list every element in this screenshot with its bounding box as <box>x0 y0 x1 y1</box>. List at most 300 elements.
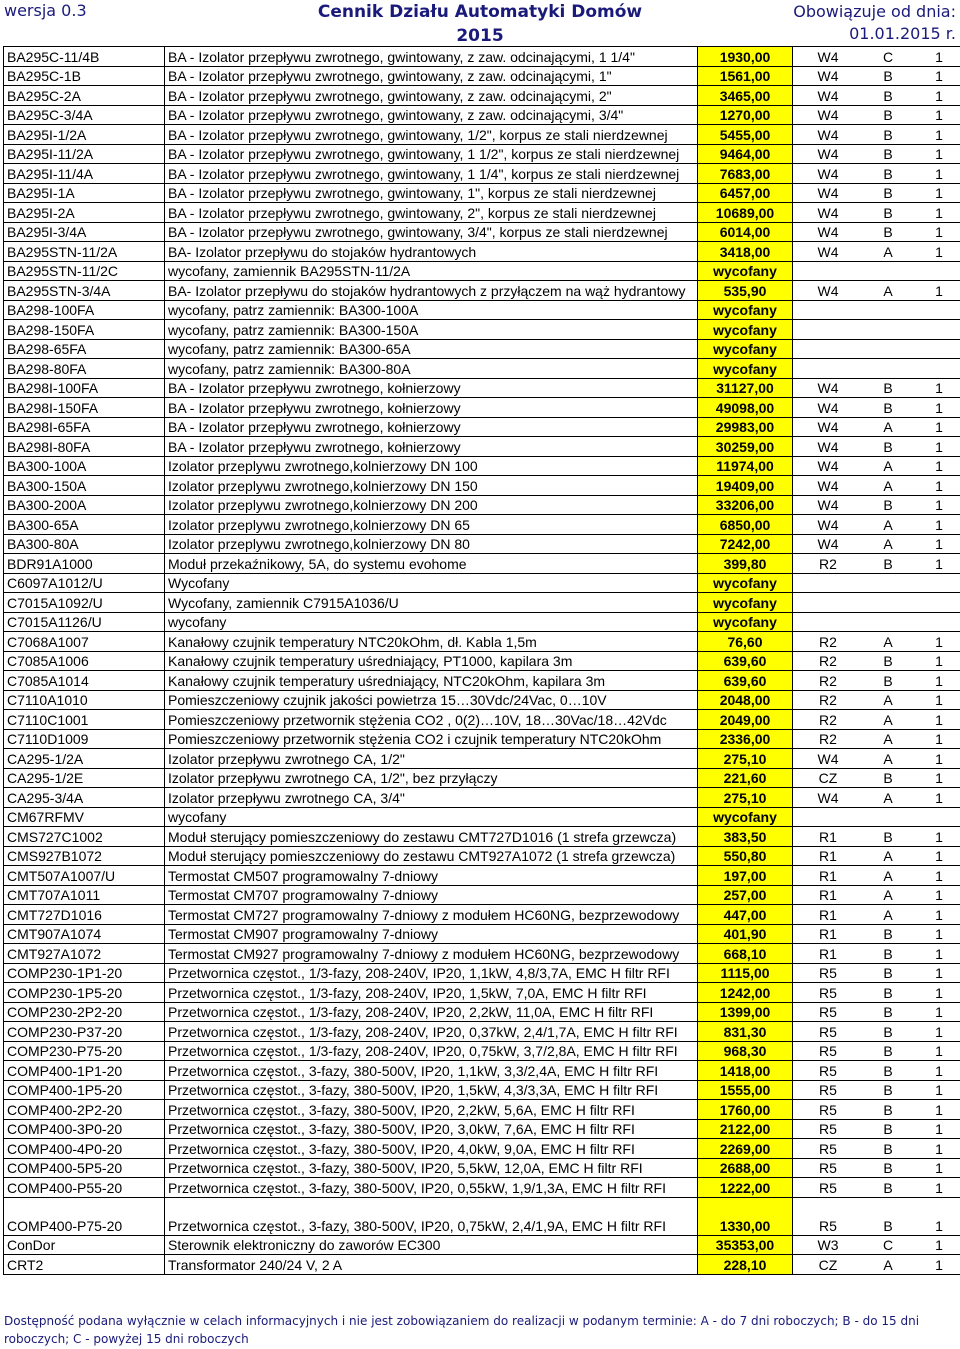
table-row <box>4 144 960 164</box>
discount-group: W3 <box>793 1235 864 1255</box>
table-row <box>4 1158 960 1178</box>
discount-group: W4 <box>793 47 864 67</box>
discount-group: R5 <box>793 1139 864 1159</box>
pack-quantity: 1 <box>913 66 960 86</box>
pack-quantity: 1 <box>913 1178 960 1198</box>
table-row <box>4 125 960 145</box>
product-code: BA295I-2A <box>4 203 165 223</box>
table-row <box>4 768 960 788</box>
product-description: Pomieszczeniowy przetwornik stężenia CO2 i czujnik temperatury NTC20kOhm <box>165 729 698 749</box>
price-cell: 1555,00 <box>698 1080 793 1100</box>
product-description: Sterownik elektroniczny do zaworów EC300 <box>165 1235 698 1255</box>
product-description: BA - Izolator przepływu zwrotnego, gwintowany, 1 1/4", korpus ze stali nierdzewnej <box>165 164 698 184</box>
price-cell: 447,00 <box>698 905 793 925</box>
pack-quantity: 1 <box>913 164 960 184</box>
table-row <box>4 807 960 827</box>
discount-group: R5 <box>793 1178 864 1198</box>
availability-class: B <box>863 1197 913 1235</box>
product-description: Przetwornica częstot., 3-fazy, 380-500V, IP20, 1,5kW, 4,3/3,3A, EMC H filtr RFI <box>165 1080 698 1100</box>
product-description: Przetwornica częstot., 3-fazy, 380-500V, IP20, 2,2kW, 5,6A, EMC H filtr RFI <box>165 1100 698 1120</box>
pack-quantity: 1 <box>913 144 960 164</box>
price-list-table <box>3 46 960 1275</box>
table-row <box>4 1139 960 1159</box>
discount-group <box>793 573 864 593</box>
price-cell: 1930,00 <box>698 47 793 67</box>
product-description: Pomieszczeniowy czujnik jakości powietrza 15…30Vdc/24Vac, 0…10V <box>165 690 698 710</box>
price-cell: 221,60 <box>698 768 793 788</box>
table-row <box>4 1100 960 1120</box>
table-row <box>4 944 960 964</box>
price-cell: 30259,00 <box>698 437 793 457</box>
price-cell: wycofany <box>698 320 793 340</box>
pack-quantity: 1 <box>913 1022 960 1042</box>
product-code: BA298I-80FA <box>4 437 165 457</box>
table-row <box>4 983 960 1003</box>
price-cell: 1222,00 <box>698 1178 793 1198</box>
product-description: Przetwornica częstot., 3-fazy, 380-500V, IP20, 5,5kW, 12,0A, EMC H filtr RFI <box>165 1158 698 1178</box>
pack-quantity: 1 <box>913 554 960 574</box>
product-description: Izolator przeplywu zwrotnego,kolnierzowy DN 80 <box>165 534 698 554</box>
price-cell: 33206,00 <box>698 495 793 515</box>
pack-quantity: 1 <box>913 983 960 1003</box>
discount-group: R5 <box>793 1022 864 1042</box>
price-cell: 550,80 <box>698 846 793 866</box>
product-description: Termostat CM727 programowalny 7-dniowy z modułem HC60NG, bezprzewodowy <box>165 905 698 925</box>
product-description: Transformator 240/24 V, 2 A <box>165 1255 698 1275</box>
price-cell: 197,00 <box>698 866 793 886</box>
product-description: BA - Izolator przepływu zwrotnego, kołnierzowy <box>165 437 698 457</box>
availability-class: B <box>863 125 913 145</box>
pack-quantity <box>913 300 960 320</box>
pack-quantity: 1 <box>913 495 960 515</box>
product-description: Przetwornica częstot., 3-fazy, 380-500V, IP20, 3,0kW, 7,6A, EMC H filtr RFI <box>165 1119 698 1139</box>
availability-class: A <box>863 534 913 554</box>
product-code: COMP400-P75-20 <box>4 1197 165 1235</box>
table-row <box>4 495 960 515</box>
product-code: COMP400-P55-20 <box>4 1178 165 1198</box>
availability-class: A <box>863 846 913 866</box>
price-cell: 2688,00 <box>698 1158 793 1178</box>
discount-group: W4 <box>793 164 864 184</box>
table-row <box>4 437 960 457</box>
availability-class: A <box>863 866 913 886</box>
availability-class: B <box>863 105 913 125</box>
product-code: BA295STN-11/2A <box>4 242 165 262</box>
discount-group: R5 <box>793 983 864 1003</box>
product-code: BA295STN-11/2C <box>4 261 165 281</box>
table-row <box>4 417 960 437</box>
product-code: CRT2 <box>4 1255 165 1275</box>
product-description: BA - Izolator przepływu zwrotnego, gwintowany, 1 1/2", korpus ze stali nierdzewnej <box>165 144 698 164</box>
price-cell: 968,30 <box>698 1041 793 1061</box>
availability-class <box>863 573 913 593</box>
discount-group: R5 <box>793 1061 864 1081</box>
availability-class: B <box>863 924 913 944</box>
pack-quantity: 1 <box>913 749 960 769</box>
pack-quantity: 1 <box>913 866 960 886</box>
product-code: COMP400-1P1-20 <box>4 1061 165 1081</box>
table-row <box>4 1080 960 1100</box>
price-cell: 399,80 <box>698 554 793 574</box>
availability-class: A <box>863 749 913 769</box>
price-cell: 639,60 <box>698 651 793 671</box>
price-cell: wycofany <box>698 573 793 593</box>
table-row <box>4 1002 960 1022</box>
availability-class: A <box>863 456 913 476</box>
pack-quantity: 1 <box>913 671 960 691</box>
product-description: BA - Izolator przepływu zwrotnego, kołnierzowy <box>165 378 698 398</box>
product-code: CMT507A1007/U <box>4 866 165 886</box>
table-row <box>4 534 960 554</box>
price-cell: wycofany <box>698 593 793 613</box>
availability-class: A <box>863 632 913 652</box>
product-code: BA298-150FA <box>4 320 165 340</box>
product-code: CMT727D1016 <box>4 905 165 925</box>
title-line-1: Cennik Działu Automatyki Domów <box>317 2 643 22</box>
availability-class: B <box>863 398 913 418</box>
table-row <box>4 300 960 320</box>
availability-class <box>863 320 913 340</box>
discount-group: R1 <box>793 905 864 925</box>
product-code: CA295-1/2E <box>4 768 165 788</box>
availability-class <box>863 300 913 320</box>
price-cell: 1418,00 <box>698 1061 793 1081</box>
table-row <box>4 690 960 710</box>
discount-group <box>793 320 864 340</box>
table-row <box>4 1178 960 1198</box>
price-cell: 31127,00 <box>698 378 793 398</box>
price-cell: 6457,00 <box>698 183 793 203</box>
price-cell: 2336,00 <box>698 729 793 749</box>
version-label: wersja 0.3 <box>4 1 87 20</box>
availability-class: B <box>863 651 913 671</box>
price-cell: 9464,00 <box>698 144 793 164</box>
discount-group: R5 <box>793 1002 864 1022</box>
product-description: wycofany, patrz zamiennik: BA300-80A <box>165 359 698 379</box>
price-cell: 7683,00 <box>698 164 793 184</box>
product-description: Przetwornica częstot., 3-fazy, 380-500V, IP20, 1,1kW, 3,3/2,4A, EMC H filtr RFI <box>165 1061 698 1081</box>
discount-group: R1 <box>793 885 864 905</box>
discount-group: R5 <box>793 1041 864 1061</box>
discount-group: W4 <box>793 378 864 398</box>
product-code: BA295STN-3/4A <box>4 281 165 301</box>
pack-quantity: 1 <box>913 944 960 964</box>
table-row <box>4 222 960 242</box>
table-row <box>4 651 960 671</box>
pack-quantity <box>913 320 960 340</box>
discount-group <box>793 593 864 613</box>
availability-footnote: Dostępność podana wyłącznie w celach informacyjnych i nie jest zobowiązaniem do realizacji w podanym terminie: A - do 7 dni roboczych; B - do 15 dni roboczych; C - powyżej 15 dni roboczych <box>4 1314 920 1346</box>
product-description: Izolator przeplywu zwrotnego,kolnierzowy DN 65 <box>165 515 698 535</box>
product-description: BA- Izolator przepływu do stojaków hydrantowych z przyłączem na wąż hydrantowy <box>165 281 698 301</box>
product-code: C7085A1014 <box>4 671 165 691</box>
table-row <box>4 456 960 476</box>
discount-group: W4 <box>793 476 864 496</box>
product-description: Przetwornica częstot., 1/3-fazy, 208-240V, IP20, 0,75kW, 3,7/2,8A, EMC H filtr RFI <box>165 1041 698 1061</box>
availability-class: B <box>863 671 913 691</box>
table-row <box>4 1041 960 1061</box>
table-row <box>4 788 960 808</box>
table-row <box>4 593 960 613</box>
product-description: Izolator przepływu zwrotnego CA, 1/2" <box>165 749 698 769</box>
price-cell: wycofany <box>698 339 793 359</box>
discount-group: W4 <box>793 495 864 515</box>
pack-quantity: 1 <box>913 1235 960 1255</box>
page-header <box>0 0 960 46</box>
table-row <box>4 1119 960 1139</box>
valid-from-date: 01.01.2015 r. <box>849 24 956 43</box>
availability-class: A <box>863 417 913 437</box>
price-cell: wycofany <box>698 612 793 632</box>
availability-class: B <box>863 66 913 86</box>
price-cell: 19409,00 <box>698 476 793 496</box>
product-code: COMP400-5P5-20 <box>4 1158 165 1178</box>
product-code: C7085A1006 <box>4 651 165 671</box>
product-code: COMP400-2P2-20 <box>4 1100 165 1120</box>
pack-quantity: 1 <box>913 768 960 788</box>
pack-quantity: 1 <box>913 515 960 535</box>
product-description: BA - Izolator przepływu zwrotnego, gwintowany, z zaw. odcinającymi, 2" <box>165 86 698 106</box>
product-description: Przetwornica częstot., 1/3-fazy, 208-240V, IP20, 0,37kW, 2,4/1,7A, EMC H filtr RFI <box>165 1022 698 1042</box>
table-row <box>4 846 960 866</box>
product-code: CMS927B1072 <box>4 846 165 866</box>
price-cell: 401,90 <box>698 924 793 944</box>
title-line-2: 2015 <box>456 26 504 46</box>
product-code: BDR91A1000 <box>4 554 165 574</box>
pack-quantity: 1 <box>913 1255 960 1275</box>
availability-class: A <box>863 788 913 808</box>
availability-class: B <box>863 86 913 106</box>
table-row <box>4 476 960 496</box>
price-cell: 668,10 <box>698 944 793 964</box>
discount-group: R5 <box>793 963 864 983</box>
product-code: COMP400-1P5-20 <box>4 1080 165 1100</box>
table-row <box>4 1235 960 1255</box>
availability-class: A <box>863 690 913 710</box>
pack-quantity: 1 <box>913 1080 960 1100</box>
availability-class <box>863 339 913 359</box>
product-description: Izolator przepływu zwrotnego CA, 1/2", bez przyłączy <box>165 768 698 788</box>
price-cell: wycofany <box>698 300 793 320</box>
price-cell: 10689,00 <box>698 203 793 223</box>
product-description: Kanałowy czujnik temperatury NTC20kOhm, dł. Kabla 1,5m <box>165 632 698 652</box>
discount-group: R1 <box>793 924 864 944</box>
discount-group: W4 <box>793 183 864 203</box>
product-code: BA298I-150FA <box>4 398 165 418</box>
discount-group: CZ <box>793 1255 864 1275</box>
availability-class: B <box>863 1100 913 1120</box>
product-description: BA - Izolator przepływu zwrotnego, gwintowany, z zaw. odcinającymi, 1 1/4" <box>165 47 698 67</box>
price-cell: 5455,00 <box>698 125 793 145</box>
discount-group: W4 <box>793 203 864 223</box>
product-code: CA295-1/2A <box>4 749 165 769</box>
table-row <box>4 359 960 379</box>
price-cell: 2122,00 <box>698 1119 793 1139</box>
product-code: ConDor <box>4 1235 165 1255</box>
product-description: Przetwornica częstot., 3-fazy, 380-500V, IP20, 0,55kW, 1,9/1,3A, EMC H filtr RFI <box>165 1178 698 1198</box>
price-cell: 639,60 <box>698 671 793 691</box>
pack-quantity: 1 <box>913 846 960 866</box>
availability-class: A <box>863 710 913 730</box>
discount-group: R2 <box>793 710 864 730</box>
product-code: C7110D1009 <box>4 729 165 749</box>
discount-group: R2 <box>793 729 864 749</box>
discount-group <box>793 300 864 320</box>
availability-class: B <box>863 1119 913 1139</box>
price-cell: 1115,00 <box>698 963 793 983</box>
pack-quantity: 1 <box>913 905 960 925</box>
product-code: BA295C-3/4A <box>4 105 165 125</box>
availability-class: A <box>863 1255 913 1275</box>
table-row <box>4 827 960 847</box>
price-cell: 257,00 <box>698 885 793 905</box>
availability-class: B <box>863 1178 913 1198</box>
discount-group <box>793 612 864 632</box>
pack-quantity: 1 <box>913 1139 960 1159</box>
product-code: BA295I-1A <box>4 183 165 203</box>
pack-quantity: 1 <box>913 47 960 67</box>
pack-quantity: 1 <box>913 456 960 476</box>
discount-group: W4 <box>793 242 864 262</box>
discount-group: R2 <box>793 632 864 652</box>
table-row <box>4 398 960 418</box>
product-code: CM67RFMV <box>4 807 165 827</box>
table-row <box>4 710 960 730</box>
product-description: Izolator przepływu zwrotnego CA, 3/4" <box>165 788 698 808</box>
product-code: BA295I-3/4A <box>4 222 165 242</box>
table-row <box>4 47 960 67</box>
availability-class: B <box>863 768 913 788</box>
discount-group: W4 <box>793 398 864 418</box>
product-description: Moduł przekaźnikowy, 5A, do systemu evohome <box>165 554 698 574</box>
product-description: BA - Izolator przepływu zwrotnego, gwintowany, z zaw. odcinającymi, 1" <box>165 66 698 86</box>
pack-quantity: 1 <box>913 378 960 398</box>
product-code: C6097A1012/U <box>4 573 165 593</box>
pack-quantity: 1 <box>913 125 960 145</box>
pack-quantity <box>913 339 960 359</box>
price-cell: 1330,00 <box>698 1197 793 1235</box>
pack-quantity: 1 <box>913 281 960 301</box>
pack-quantity: 1 <box>913 398 960 418</box>
price-cell: 535,90 <box>698 281 793 301</box>
table-row <box>4 378 960 398</box>
availability-class: B <box>863 1080 913 1100</box>
discount-group: R1 <box>793 944 864 964</box>
product-code: BA298-80FA <box>4 359 165 379</box>
availability-class: B <box>863 1158 913 1178</box>
price-cell: wycofany <box>698 261 793 281</box>
discount-group: R1 <box>793 827 864 847</box>
discount-group: R5 <box>793 1197 864 1235</box>
pack-quantity <box>913 593 960 613</box>
price-cell: 6850,00 <box>698 515 793 535</box>
product-description: Moduł sterujący pomieszczeniowy do zestawu CMT727D1016 (1 strefa grzewcza) <box>165 827 698 847</box>
discount-group: R2 <box>793 690 864 710</box>
product-code: COMP230-1P5-20 <box>4 983 165 1003</box>
discount-group <box>793 261 864 281</box>
pack-quantity: 1 <box>913 1100 960 1120</box>
discount-group: R5 <box>793 1119 864 1139</box>
pack-quantity: 1 <box>913 534 960 554</box>
product-code: BA298-65FA <box>4 339 165 359</box>
discount-group: W4 <box>793 534 864 554</box>
product-description: Izolator przeplywu zwrotnego,kolnierzowy DN 100 <box>165 456 698 476</box>
table-row <box>4 632 960 652</box>
discount-group: R1 <box>793 846 864 866</box>
product-description: Izolator przeplywu zwrotnego,kolnierzowy DN 150 <box>165 476 698 496</box>
pack-quantity: 1 <box>913 827 960 847</box>
availability-class <box>863 593 913 613</box>
pack-quantity <box>913 573 960 593</box>
availability-class: B <box>863 554 913 574</box>
product-code: COMP230-1P1-20 <box>4 963 165 983</box>
availability-class: B <box>863 437 913 457</box>
pack-quantity: 1 <box>913 1119 960 1139</box>
price-cell: wycofany <box>698 807 793 827</box>
pack-quantity: 1 <box>913 203 960 223</box>
table-row <box>4 320 960 340</box>
availability-class: B <box>863 1041 913 1061</box>
availability-class: C <box>863 1235 913 1255</box>
pack-quantity: 1 <box>913 222 960 242</box>
availability-class: B <box>863 164 913 184</box>
table-row <box>4 105 960 125</box>
product-code: BA298-100FA <box>4 300 165 320</box>
pack-quantity: 1 <box>913 242 960 262</box>
discount-group: W4 <box>793 437 864 457</box>
price-cell: 7242,00 <box>698 534 793 554</box>
availability-class: B <box>863 144 913 164</box>
discount-group: W4 <box>793 144 864 164</box>
table-row <box>4 515 960 535</box>
product-code: BA295C-2A <box>4 86 165 106</box>
product-description: Wycofany <box>165 573 698 593</box>
price-cell: 275,10 <box>698 749 793 769</box>
price-cell: 1399,00 <box>698 1002 793 1022</box>
product-code: BA295I-1/2A <box>4 125 165 145</box>
availability-class: B <box>863 203 913 223</box>
price-cell: 1760,00 <box>698 1100 793 1120</box>
pack-quantity <box>913 612 960 632</box>
availability-class: B <box>863 983 913 1003</box>
table-row <box>4 612 960 632</box>
pack-quantity <box>913 807 960 827</box>
pack-quantity: 1 <box>913 1061 960 1081</box>
price-cell: 76,60 <box>698 632 793 652</box>
pack-quantity: 1 <box>913 1197 960 1235</box>
pack-quantity: 1 <box>913 437 960 457</box>
discount-group: W4 <box>793 749 864 769</box>
discount-group: R2 <box>793 651 864 671</box>
product-description: wycofany, patrz zamiennik: BA300-150A <box>165 320 698 340</box>
table-row <box>4 183 960 203</box>
table-row <box>4 242 960 262</box>
price-cell: 228,10 <box>698 1255 793 1275</box>
availability-class: B <box>863 1022 913 1042</box>
availability-class <box>863 612 913 632</box>
product-description: BA- Izolator przepływu do stojaków hydrantowych <box>165 242 698 262</box>
table-row <box>4 885 960 905</box>
product-description: Izolator przeplywu zwrotnego,kolnierzowy DN 200 <box>165 495 698 515</box>
availability-class: A <box>863 729 913 749</box>
product-description: Kanałowy czujnik temperatury uśredniający, NTC20kOhm, kapilara 3m <box>165 671 698 691</box>
price-cell: 29983,00 <box>698 417 793 437</box>
price-cell: 1561,00 <box>698 66 793 86</box>
availability-class: A <box>863 905 913 925</box>
availability-class: B <box>863 222 913 242</box>
product-description: BA - Izolator przepływu zwrotnego, gwintowany, z zaw. odcinającymi, 3/4" <box>165 105 698 125</box>
availability-class: A <box>863 885 913 905</box>
